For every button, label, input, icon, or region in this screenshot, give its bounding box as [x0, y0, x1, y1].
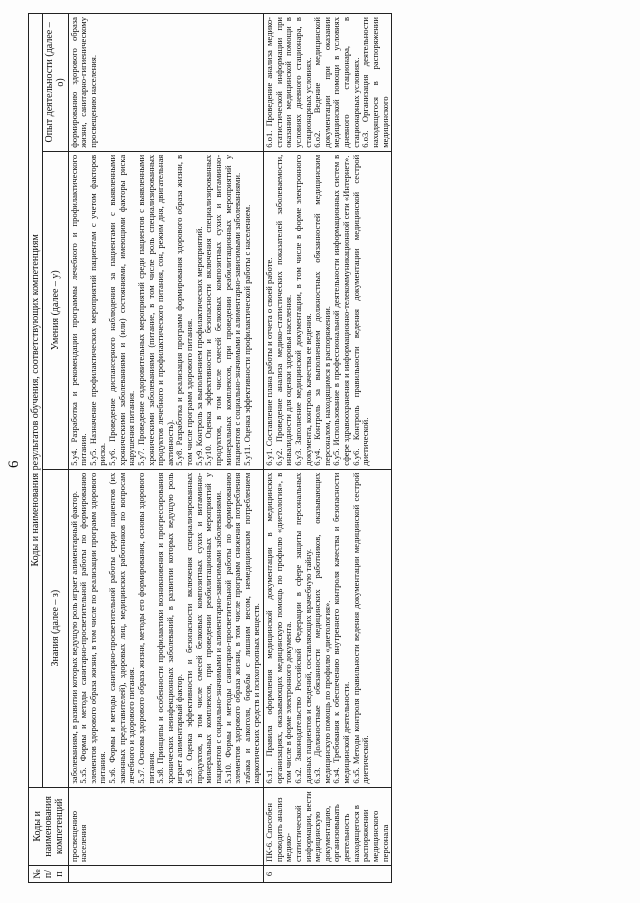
experience-item: 6.о3. Организация деятельности находящегося в распоряжении медицинского	[360, 17, 390, 148]
skills-item: 5.у8. Разработка и реализация программ формирования здорового образа жизни, в том числе программ здорового питания.	[174, 154, 195, 466]
knowledge-item: заболеваниям, в развитии которых ведущую роль играет алиментарный фактор.	[68, 491, 79, 784]
header-codes: Коды и наименования компетенций	[29, 787, 69, 865]
table-row	[68, 14, 264, 883]
knowledge-item: 5.з9. Оценка эффективности и безопасности включения специализированных продуктов, в том числе смесей белковых композитных сухих и витаминно-минеральных комплексов, при проведении реабилитационных мероприятий у пациентов с социально-значимыми и алиментарно-зависимыми заболеваниями.	[184, 472, 223, 784]
skills-item: 6.у6. Контроль правильности ведения документации медицинской сестрой диетической.	[350, 154, 371, 466]
skills-item: 5.у5. Назначение профилактических мероприятий пациентам с учетом факторов риска.	[87, 154, 108, 466]
knowledge-item: 6.з3. Должностные обязанности медицинских работников, оказывающих медицинскую помощь по профилю «диетология».	[312, 472, 332, 784]
knowledge-cell	[68, 469, 264, 787]
skills-item: 5.у6. Проведение диспансерного наблюдения за пациентами с выявленными хроническими заболеваниями и (или) состояниями, имеющими факторы риска нарушения питания.	[107, 154, 137, 466]
knowledge-item: 5.з10. Формы и методы санитарно-просветительной работы по формированию элементов здорового образа жизни, в том числе программ снижения потребления табака и алкоголя, борьбы с лишним весом, немедицинским потреблением наркотических средств и психотропных веществ.	[222, 472, 262, 784]
skills-item: 6.у3. Заполнение медицинской документации, в том числе в форме электронного документа, контроль качества ее ведения.	[292, 154, 313, 466]
knowledge-item: 5.з5. Формы и методы санитарно-просветительной работы по формированию элементов здорового образа жизни, в том числе по реализации программ здорового питания.	[78, 472, 108, 784]
skills-item: 5.у7. Проведение оздоровительных мероприятий среди пациентов с выявленными хроническими заболеваниями (питание, в том числе роль специализированных продуктов лечебного и профилактического питания, сон, режим дня, двигательная активность).	[135, 154, 175, 466]
knowledge-cell	[264, 469, 392, 787]
skills-item: 5.у4. Разработка и рекомендации программы лечебного и профилактического питания.	[68, 154, 89, 466]
row-number	[68, 866, 264, 883]
skills-item: 6.у4. Контроль за выполнением должностных обязанностей медицинским персоналом, находящимся в распоряжении.	[312, 154, 332, 466]
header-experience: Опыт деятельности (далее – о)	[43, 14, 68, 152]
header-knowledge: Знания (далее – з)	[43, 469, 68, 787]
experience-item: 6.о2. Ведение медицинской документации при оказании медицинской помощи в условиях дневного стационара, в стационарных условиях.	[312, 17, 361, 148]
experience-cell	[264, 14, 392, 152]
skills-item: 6.у5. Использование в профессиональной деятельности информационных систем в сфере здравоохранения и информационно-телекоммуникационной сети «Интернет».	[331, 154, 352, 466]
knowledge-item: 5.з8. Принципы и особенности профилактики возникновения и прогрессирования хронических неинфекционных заболеваний, в развитии которых ведущую роль играет алиментарный фактор.	[155, 472, 185, 784]
header-skills: Умения (далее – у)	[43, 151, 68, 469]
skills-item: 6.у2. Проведение анализа медико-статистических показателей заболеваемости, инвалидности для оценки здоровья населения.	[273, 154, 294, 466]
skills-item: 5.у9. Контроль за выполнением профилактических мероприятий.	[193, 226, 204, 466]
table-row	[264, 14, 392, 883]
knowledge-item: 5.з6. Формы и методы санитарно-просветительной работы среди пациентов (их законных представителей), здоровых лиц, медицинских работников по вопросам лечебного и здорового питания.	[107, 472, 137, 784]
competence-table	[28, 13, 392, 883]
knowledge-item: 6.з1. Правила оформления медицинской документации в медицинских организациях, оказывающих медицинскую помощь по профилю «диетология», в том числе в форме электронного документа.	[264, 472, 294, 784]
knowledge-item: 6.з2. Законодательство Российской Федерации в сфере защиты персональных данных пациентов и сведений, составляющих врачебную тайну.	[292, 472, 313, 784]
knowledge-item: 6.з4. Требования к обеспечению внутреннего контроля качества и безопасности медицинской деятельности.	[331, 472, 352, 784]
knowledge-item: 6.з5. Методы контроля правильности ведения документации медицинской сестрой диетической.	[350, 472, 371, 784]
page-number: 6	[6, 460, 22, 468]
skills-item: 6.у1. Составление плана работы и отчета о своей работе.	[264, 257, 275, 466]
row-number: 6	[264, 866, 392, 883]
skills-item: 5.у10. Оценка эффективности и безопасности включения специализированных продуктов, в том числе смесей белковых композитных сухих и витаминно-минеральных комплексов, при проведении реабилитационных мероприятий у пациентов с социально-значимыми и алиментарно-зависимыми заболеваниями.	[203, 154, 243, 466]
experience-cell	[68, 14, 264, 152]
experience-item: 6.о1. Проведение анализа медико-статистической информации при оказании медицинской помощи в условиях дневного стационара, в стационарных условиях.	[264, 17, 313, 148]
header-num: № п/п	[29, 866, 69, 883]
header-group-title: Коды и наименования результатов обучения, соответствующих компетенциям	[29, 14, 43, 788]
experience-item: формированию здорового образа жизни, санитарно-гигиеническому просвещению населения.	[68, 17, 98, 148]
skills-cell	[264, 151, 392, 469]
knowledge-item: 5.з7. Основы здорового образа жизни, методы его формирования, основы здорового питания.	[135, 472, 156, 784]
skills-cell	[68, 151, 264, 469]
table-body	[68, 14, 392, 883]
competence-name: ПК-6. Способен проводить анализ медико-статистической информации, вести медицинскую документацию, организовывать деятельность находящегося в распоряжении медицинского персонала	[264, 787, 392, 865]
competence-name: просвещению населения	[68, 787, 264, 865]
skills-item: 5.у11. Оценка эффективности профилактической работы с населением.	[241, 204, 252, 466]
